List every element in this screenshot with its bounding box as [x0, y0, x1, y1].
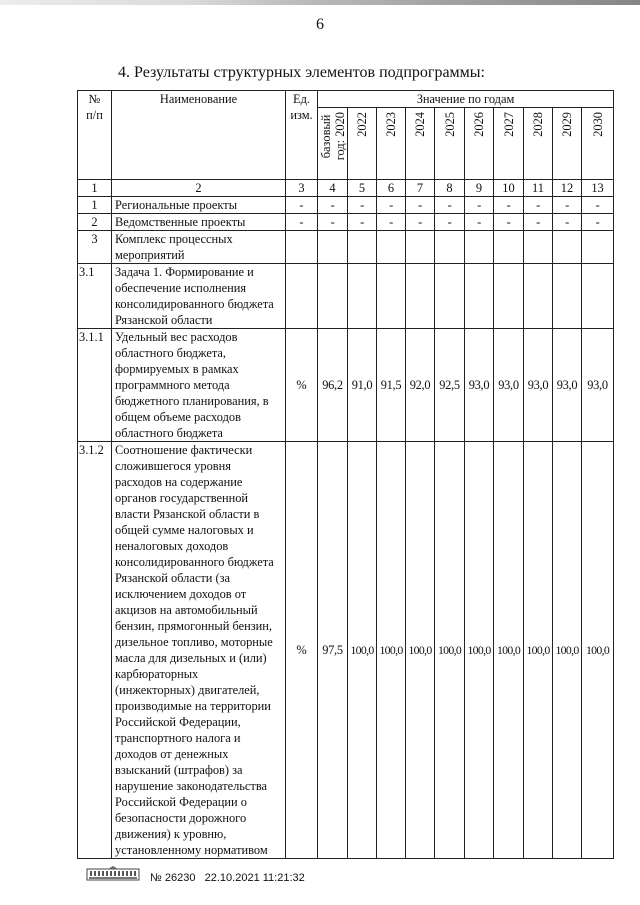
row-name-line: консолидированного бюджета — [115, 297, 274, 311]
value-year — [524, 264, 553, 329]
row-name-line: Ведомственные проекты — [115, 215, 246, 229]
value-year — [582, 264, 614, 329]
value-year: 91,0 — [348, 329, 377, 442]
header-year: 2024 — [406, 108, 435, 180]
row-number: 3.1.2 — [78, 442, 112, 859]
column-number: 12 — [553, 180, 582, 197]
column-number: 2 — [112, 180, 286, 197]
value-year: - — [494, 214, 524, 231]
row-name-line: мероприятий — [115, 248, 185, 262]
row-unit — [286, 231, 318, 264]
value-year: - — [465, 214, 494, 231]
document-stamp — [86, 866, 141, 887]
row-name-line: неналоговых доходов — [115, 539, 229, 553]
header-base-year: базовый год: 2020 — [318, 108, 348, 180]
table-row — [78, 214, 614, 231]
row-name-line: безопасности дорожного — [115, 811, 247, 825]
value-year: 93,0 — [553, 329, 582, 442]
row-number: 3 — [78, 231, 112, 264]
value-year: - — [406, 214, 435, 231]
row-name-line: (инжекторных) двигателей, — [115, 683, 260, 697]
row-name-line: бюджетного планирования, в — [115, 394, 269, 408]
value-year: 93,0 — [524, 329, 553, 442]
page-number: 6 — [316, 16, 324, 33]
row-name-line: доходов от денежных — [115, 747, 229, 761]
row-name — [112, 214, 286, 231]
value-year: 100,0 — [406, 442, 435, 859]
value-year: 100,0 — [377, 442, 406, 859]
value-year: - — [435, 197, 465, 214]
header-year: 2029 — [553, 108, 582, 180]
row-name-line: областного бюджета — [115, 426, 223, 440]
row-unit: % — [286, 329, 318, 442]
row-name-line: формируемых в рамках — [115, 362, 239, 376]
row-name-line: расходов на содержание — [115, 475, 243, 489]
header-year: 2022 — [348, 108, 377, 180]
value-year — [377, 231, 406, 264]
value-year — [494, 264, 524, 329]
row-unit: % — [286, 442, 318, 859]
value-year: - — [348, 214, 377, 231]
value-year — [465, 264, 494, 329]
row-name-line: движения) к уровню, — [115, 827, 227, 841]
value-year: - — [553, 197, 582, 214]
row-name-line: дизельное топливо, моторные — [115, 635, 273, 649]
column-number: 3 — [286, 180, 318, 197]
column-number: 11 — [524, 180, 553, 197]
value-year: - — [582, 214, 614, 231]
row-name — [112, 329, 286, 442]
row-unit: - — [286, 214, 318, 231]
value-year — [435, 231, 465, 264]
row-name-line: Задача 1. Формирование и — [115, 265, 254, 279]
header-row-1 — [78, 91, 614, 108]
row-name-line: органов государственной — [115, 491, 249, 505]
value-year: 93,0 — [494, 329, 524, 442]
row-name-line: карбюраторных — [115, 667, 199, 681]
value-year — [465, 231, 494, 264]
value-base-year — [318, 264, 348, 329]
value-year: 100,0 — [582, 442, 614, 859]
header-num: № п/п — [78, 91, 112, 180]
value-year: - — [553, 214, 582, 231]
table-row — [78, 197, 614, 214]
row-name — [112, 442, 286, 859]
value-year — [553, 264, 582, 329]
results-table — [77, 90, 614, 859]
value-year: 100,0 — [494, 442, 524, 859]
value-year: 100,0 — [524, 442, 553, 859]
table-row — [78, 264, 614, 329]
column-number: 6 — [377, 180, 406, 197]
row-name-line: обеспечение исполнения — [115, 281, 247, 295]
row-name-line: Российской Федерации о — [115, 795, 247, 809]
value-year: - — [377, 197, 406, 214]
registration-date: 22.10.2021 11:21:32 — [204, 872, 305, 884]
value-year: 92,0 — [406, 329, 435, 442]
value-year: 100,0 — [465, 442, 494, 859]
registration-info — [150, 872, 305, 884]
building-stamp-icon — [86, 866, 141, 882]
row-name-line: сложившегося уровня — [115, 459, 231, 473]
value-year — [582, 231, 614, 264]
row-unit — [286, 264, 318, 329]
section-heading: 4. Результаты структурных элементов подпрограммы: — [118, 64, 485, 81]
column-number: 1 — [78, 180, 112, 197]
value-year — [524, 231, 553, 264]
value-year: - — [435, 214, 465, 231]
column-number: 10 — [494, 180, 524, 197]
value-year: - — [524, 214, 553, 231]
row-name-line: бензин, прямогонный бензин, — [115, 619, 272, 633]
value-base-year: - — [318, 197, 348, 214]
row-name-line: исключением доходов от — [115, 587, 247, 601]
table-body — [78, 197, 614, 859]
row-number: 3.1 — [78, 264, 112, 329]
value-year: 93,0 — [582, 329, 614, 442]
value-year: - — [406, 197, 435, 214]
header-name: Наименование — [112, 91, 286, 180]
header-year: 2023 — [377, 108, 406, 180]
row-name-line: Рязанской области (за — [115, 571, 230, 585]
row-name-line: общей сумме налоговых и — [115, 523, 254, 537]
column-number: 4 — [318, 180, 348, 197]
row-name — [112, 264, 286, 329]
row-unit: - — [286, 197, 318, 214]
table-row — [78, 442, 614, 859]
value-year: 100,0 — [435, 442, 465, 859]
row-name-line: Соотношение фактически — [115, 443, 253, 457]
scan-top-edge — [0, 0, 640, 5]
value-year — [435, 264, 465, 329]
registration-number: № 26230 — [150, 872, 196, 884]
header-year: 2027 — [494, 108, 524, 180]
row-name-line: Комплекс процессных — [115, 232, 233, 246]
row-name-line: Российской Федерации, — [115, 715, 241, 729]
row-name-line: установленному нормативом — [115, 843, 268, 857]
row-name-line: власти Рязанской области в — [115, 507, 260, 521]
row-name-line: транспортного налога и — [115, 731, 241, 745]
row-name-line: областного бюджета, — [115, 346, 226, 360]
column-numbers-row — [78, 180, 614, 197]
value-year — [553, 231, 582, 264]
header-year: 2025 — [435, 108, 465, 180]
header-values-group: Значение по годам — [318, 91, 614, 108]
column-number: 5 — [348, 180, 377, 197]
row-name-line: взысканий (штрафов) за — [115, 763, 243, 777]
row-number: 3.1.1 — [78, 329, 112, 442]
row-name-line: Рязанской области — [115, 313, 213, 327]
value-year — [348, 264, 377, 329]
value-year: - — [524, 197, 553, 214]
value-base-year: 96,2 — [318, 329, 348, 442]
row-name-line: акцизов на автомобильный — [115, 603, 258, 617]
value-year: 100,0 — [348, 442, 377, 859]
row-name-line: нарушение законодательства — [115, 779, 268, 793]
header-year: 2026 — [465, 108, 494, 180]
table-row — [78, 231, 614, 264]
column-number: 7 — [406, 180, 435, 197]
header-year: 2028 — [524, 108, 553, 180]
value-year — [348, 231, 377, 264]
row-name-line: производимые на территории — [115, 699, 271, 713]
value-year — [406, 264, 435, 329]
column-number: 8 — [435, 180, 465, 197]
row-name-line: программного метода — [115, 378, 230, 392]
table-row — [78, 329, 614, 442]
row-name — [112, 231, 286, 264]
row-name-line: масла для дизельных и (или) — [115, 651, 267, 665]
row-name-line: Региональные проекты — [115, 198, 238, 212]
value-base-year: 97,5 — [318, 442, 348, 859]
row-name-line: Удельный вес расходов — [115, 330, 238, 344]
value-year: 93,0 — [465, 329, 494, 442]
value-year: 91,5 — [377, 329, 406, 442]
value-year — [406, 231, 435, 264]
row-name — [112, 197, 286, 214]
value-year — [377, 264, 406, 329]
value-year: - — [494, 197, 524, 214]
value-year — [494, 231, 524, 264]
header-year: 2030 — [582, 108, 614, 180]
row-number: 1 — [78, 197, 112, 214]
value-year: - — [465, 197, 494, 214]
row-name-line: консолидированного бюджета — [115, 555, 274, 569]
row-number: 2 — [78, 214, 112, 231]
column-number: 13 — [582, 180, 614, 197]
header-unit: Ед. изм. — [286, 91, 318, 180]
row-name-line: общем объеме расходов — [115, 410, 241, 424]
value-year: 100,0 — [553, 442, 582, 859]
column-number: 9 — [465, 180, 494, 197]
value-year: - — [348, 197, 377, 214]
value-year: - — [377, 214, 406, 231]
value-year: 92,5 — [435, 329, 465, 442]
value-base-year — [318, 231, 348, 264]
value-base-year: - — [318, 214, 348, 231]
value-year: - — [582, 197, 614, 214]
